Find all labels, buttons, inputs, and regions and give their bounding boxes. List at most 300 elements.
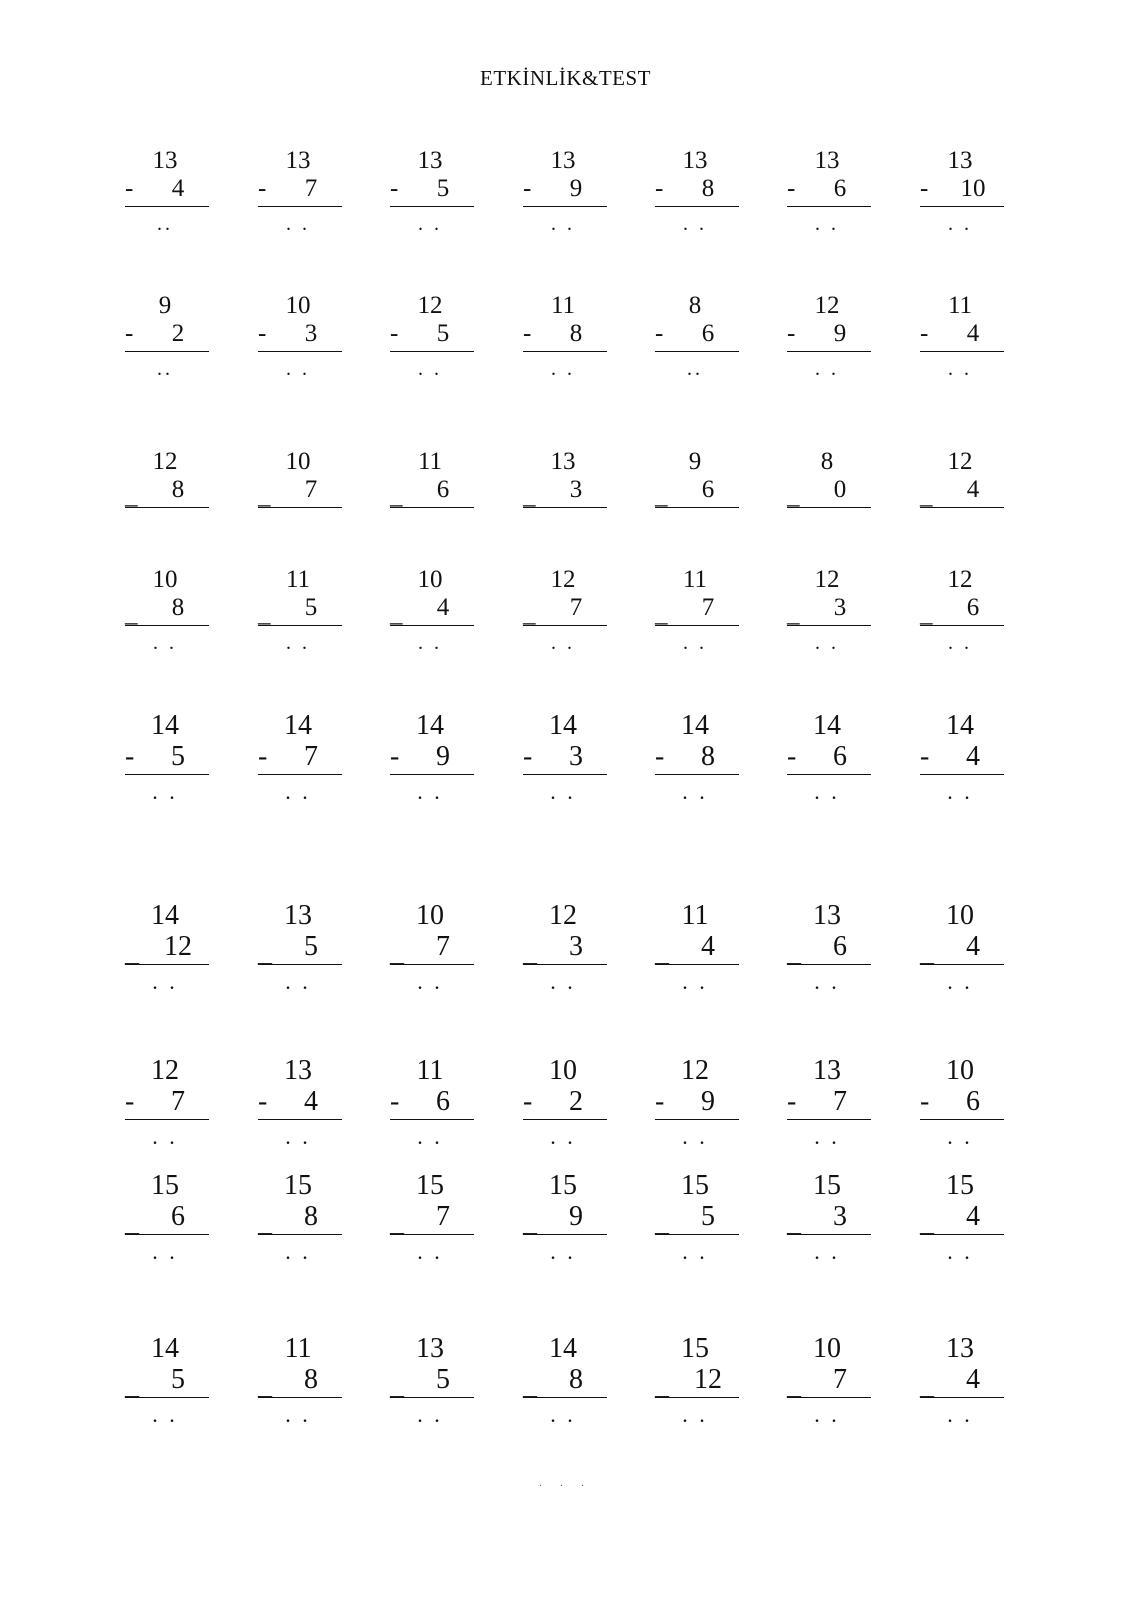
subtraction-problem <box>513 710 623 830</box>
minuend: 12 <box>947 448 973 475</box>
subtraction-problem <box>910 900 1020 1020</box>
minus-sign: _ <box>125 937 139 968</box>
minuend: 13 <box>284 1055 312 1086</box>
minuend: 13 <box>550 147 576 174</box>
subtraction-problem <box>115 446 225 566</box>
subtrahend: 7 <box>304 741 318 772</box>
operation-line <box>125 1363 209 1401</box>
minus-sign: - <box>523 1086 533 1117</box>
subtrahend: 4 <box>436 594 450 621</box>
answer-blank[interactable]: . . <box>417 1124 443 1149</box>
answer-blank[interactable]: . . <box>947 1124 973 1149</box>
subtraction-problem <box>115 1055 225 1175</box>
minus-sign: - <box>920 175 929 202</box>
subtrahend: 4 <box>966 1364 980 1395</box>
minus-sign: - <box>920 741 930 772</box>
operation-line <box>258 1363 342 1401</box>
subtraction-problem <box>115 1333 225 1453</box>
operation-line <box>787 1200 871 1238</box>
operation-line <box>920 473 1004 508</box>
operation-line <box>655 172 739 207</box>
minus-sign: - <box>523 741 533 772</box>
subtrahend: 8 <box>569 1364 583 1395</box>
answer-blank[interactable]: . . <box>947 1239 973 1264</box>
minus-sign: - <box>390 320 399 347</box>
answer-blank[interactable]: . . <box>682 969 708 994</box>
minuend: 15 <box>416 1170 444 1201</box>
operation-line <box>655 473 739 508</box>
answer-blank[interactable]: . . <box>814 1402 840 1427</box>
subtraction-problem <box>777 1170 887 1290</box>
answer-blank[interactable]: . . <box>286 632 310 654</box>
minus-sign: _ <box>787 482 800 509</box>
minuend: 13 <box>284 900 312 931</box>
subtraction-problem <box>910 564 1020 684</box>
operation-line <box>523 1200 607 1238</box>
subtrahend: 4 <box>966 1201 980 1232</box>
minus-sign: _ <box>523 1207 537 1238</box>
subtraction-problem <box>513 145 623 265</box>
subtraction-problem <box>513 1333 623 1453</box>
minuend: 10 <box>946 1055 974 1086</box>
operation-line <box>125 1085 209 1120</box>
operation-line <box>920 740 1004 775</box>
minus-sign: - <box>125 1086 135 1117</box>
subtrahend: 6 <box>833 741 847 772</box>
operation-line <box>390 591 474 626</box>
operation-line <box>920 317 1004 352</box>
subtraction-problem <box>513 446 623 566</box>
minus-sign: - <box>258 320 267 347</box>
minuend: 13 <box>813 900 841 931</box>
subtraction-problem <box>910 145 1020 265</box>
minuend: 10 <box>549 1055 577 1086</box>
subtrahend: 2 <box>569 1086 583 1117</box>
answer-blank[interactable]: . . <box>152 969 178 994</box>
minuend: 13 <box>417 147 443 174</box>
minuend: 9 <box>688 448 702 475</box>
subtrahend: 7 <box>171 1086 185 1117</box>
subtraction-problem <box>645 564 755 684</box>
subtrahend: 7 <box>833 1364 847 1395</box>
subtrahend: 7 <box>833 1086 847 1117</box>
minus-sign: _ <box>523 482 536 509</box>
minuend: 14 <box>681 710 709 741</box>
answer-blank[interactable]: . . <box>551 632 575 654</box>
subtraction-problem <box>380 1170 490 1290</box>
subtraction-problem <box>115 1170 225 1290</box>
minuend: 12 <box>549 900 577 931</box>
operation-line <box>920 930 1004 968</box>
minus-sign: _ <box>787 1370 801 1401</box>
problem-row <box>0 710 1131 830</box>
minuend: 14 <box>549 1333 577 1364</box>
operation-line <box>787 1085 871 1120</box>
subtraction-problem <box>513 1055 623 1175</box>
minus-sign: - <box>258 175 267 202</box>
minus-sign: _ <box>258 600 271 627</box>
subtrahend: 7 <box>701 594 715 621</box>
minus-sign: _ <box>655 482 668 509</box>
minus-sign: - <box>523 320 532 347</box>
minus-sign: _ <box>920 1207 934 1238</box>
minuend: 10 <box>416 900 444 931</box>
minuend: 12 <box>947 566 973 593</box>
minus-sign: _ <box>655 1370 669 1401</box>
subtrahend: 7 <box>304 476 318 503</box>
subtraction-problem <box>248 710 358 830</box>
problem-row <box>0 1333 1131 1453</box>
subtrahend: 9 <box>569 175 583 202</box>
subtraction-problem <box>777 900 887 1020</box>
answer-blank[interactable]: . . <box>947 779 973 804</box>
operation-line <box>655 740 739 775</box>
minuend: 13 <box>947 147 973 174</box>
subtrahend: 3 <box>569 741 583 772</box>
minuend: 14 <box>151 710 179 741</box>
subtraction-problem <box>777 145 887 265</box>
answer-blank[interactable]: . . <box>285 1124 311 1149</box>
answer-blank[interactable]: . . <box>814 969 840 994</box>
subtrahend: 8 <box>171 476 185 503</box>
problem-row <box>0 1170 1131 1290</box>
minuend: 14 <box>813 710 841 741</box>
minuend: 14 <box>946 710 974 741</box>
answer-blank[interactable]: . . <box>152 779 178 804</box>
minuend: 14 <box>284 710 312 741</box>
subtraction-problem <box>645 290 755 410</box>
answer-blank[interactable]: . . <box>285 1239 311 1264</box>
answer-blank[interactable]: . . <box>683 632 707 654</box>
minus-sign: _ <box>258 937 272 968</box>
operation-line <box>655 1200 739 1238</box>
operation-line <box>523 1085 607 1120</box>
answer-blank[interactable]: . . <box>815 358 839 380</box>
minus-sign: _ <box>125 1370 139 1401</box>
answer-blank[interactable]: . . <box>947 969 973 994</box>
subtrahend: 9 <box>569 1201 583 1232</box>
subtraction-problem <box>777 1055 887 1175</box>
minuend: 11 <box>550 292 576 319</box>
subtraction-problem <box>777 290 887 410</box>
answer-blank[interactable]: . . <box>550 779 576 804</box>
minuend: 12 <box>814 292 840 319</box>
answer-blank[interactable]: . . <box>152 1124 178 1149</box>
operation-line <box>920 1363 1004 1401</box>
answer-blank[interactable]: . . <box>286 213 310 235</box>
answer-blank[interactable]: . . <box>551 358 575 380</box>
minus-sign: - <box>920 1086 930 1117</box>
minus-sign: _ <box>125 482 138 509</box>
minus-sign: - <box>787 175 796 202</box>
minus-sign: _ <box>258 482 271 509</box>
answer-blank[interactable]: . . <box>682 1239 708 1264</box>
answer-blank[interactable]: . . <box>683 213 707 235</box>
subtrahend: 4 <box>171 175 185 202</box>
subtraction-problem <box>645 1170 755 1290</box>
answer-blank[interactable]: . . <box>682 1402 708 1427</box>
minuend: 8 <box>820 448 834 475</box>
subtrahend: 5 <box>436 1364 450 1395</box>
minus-sign: - <box>655 320 664 347</box>
subtraction-problem <box>248 290 358 410</box>
minuend: 14 <box>416 710 444 741</box>
minuend: 13 <box>285 147 311 174</box>
subtrahend: 5 <box>171 741 185 772</box>
minuend: 11 <box>682 566 708 593</box>
operation-line <box>125 1200 209 1238</box>
answer-blank[interactable]: . . <box>550 1239 576 1264</box>
subtraction-problem <box>910 446 1020 566</box>
operation-line <box>523 591 607 626</box>
minuend: 14 <box>151 1333 179 1364</box>
subtrahend: 7 <box>304 175 318 202</box>
operation-line <box>390 1085 474 1120</box>
subtraction-problem <box>115 900 225 1020</box>
subtrahend: 8 <box>304 1364 318 1395</box>
operation-line <box>523 317 607 352</box>
minuend: 12 <box>151 1055 179 1086</box>
answer-blank[interactable]: . . <box>152 1402 178 1427</box>
answer-blank[interactable]: . . <box>418 632 442 654</box>
subtraction-problem <box>910 1333 1020 1453</box>
minus-sign: - <box>390 1086 400 1117</box>
operation-line <box>125 317 209 352</box>
minus-sign: - <box>655 1086 665 1117</box>
minus-sign: - <box>787 1086 797 1117</box>
subtrahend: 4 <box>966 476 980 503</box>
operation-line <box>390 740 474 775</box>
answer-blank[interactable]: . . <box>418 213 442 235</box>
answer-blank[interactable]: .. <box>157 358 173 380</box>
minuend: 11 <box>681 900 709 931</box>
operation-line <box>787 740 871 775</box>
minus-sign: _ <box>523 937 537 968</box>
subtraction-problem <box>380 290 490 410</box>
minuend: 12 <box>550 566 576 593</box>
subtrahend: 6 <box>966 1086 980 1117</box>
minus-sign: _ <box>523 1370 537 1401</box>
operation-line <box>390 172 474 207</box>
subtrahend: 7 <box>436 931 450 962</box>
subtraction-problem <box>248 564 358 684</box>
minuend: 11 <box>416 1055 444 1086</box>
operation-line <box>787 591 871 626</box>
minuend: 15 <box>946 1170 974 1201</box>
minuend: 12 <box>681 1055 709 1086</box>
subtraction-problem <box>248 1055 358 1175</box>
answer-blank[interactable]: . . <box>948 358 972 380</box>
answer-blank[interactable]: . . <box>550 969 576 994</box>
operation-line <box>920 591 1004 626</box>
minus-sign: - <box>258 1086 268 1117</box>
subtrahend: 12 <box>164 931 192 962</box>
minus-sign: _ <box>787 937 801 968</box>
minuend: 14 <box>549 710 577 741</box>
answer-blank[interactable]: . . <box>814 779 840 804</box>
minus-sign: _ <box>390 600 403 627</box>
problem-row <box>0 145 1131 265</box>
operation-line <box>125 473 209 508</box>
answer-blank[interactable]: .. <box>687 358 703 380</box>
subtraction-problem <box>513 900 623 1020</box>
subtraction-problem <box>777 564 887 684</box>
minuend: 11 <box>947 292 973 319</box>
subtrahend: 8 <box>304 1201 318 1232</box>
answer-blank[interactable]: . . <box>153 632 177 654</box>
answer-blank[interactable]: . . <box>285 969 311 994</box>
answer-blank[interactable]: . . <box>948 632 972 654</box>
answer-blank[interactable]: . . <box>418 358 442 380</box>
answer-blank[interactable]: . . <box>417 969 443 994</box>
answer-blank[interactable]: . . <box>417 779 443 804</box>
minuend: 10 <box>152 566 178 593</box>
minuend: 15 <box>284 1170 312 1201</box>
minuend: 15 <box>549 1170 577 1201</box>
problem-row <box>0 900 1131 1020</box>
operation-line <box>655 317 739 352</box>
answer-blank[interactable]: . . <box>815 632 839 654</box>
subtrahend: 8 <box>701 741 715 772</box>
operation-line <box>920 1200 1004 1238</box>
minuend: 10 <box>417 566 443 593</box>
problem-row <box>0 564 1131 684</box>
page-title: ETKİNLİK&TEST <box>480 66 651 90</box>
operation-line <box>787 172 871 207</box>
operation-line <box>523 172 607 207</box>
answer-blank[interactable]: . . <box>682 1124 708 1149</box>
answer-blank[interactable]: . . <box>551 213 575 235</box>
subtrahend: 5 <box>171 1364 185 1395</box>
minus-sign: _ <box>390 937 404 968</box>
operation-line <box>523 473 607 508</box>
subtraction-problem <box>380 710 490 830</box>
subtraction-problem <box>645 710 755 830</box>
operation-line <box>125 591 209 626</box>
subtraction-problem <box>777 446 887 566</box>
subtraction-problem <box>248 1333 358 1453</box>
operation-line <box>390 1200 474 1238</box>
subtrahend: 6 <box>436 476 450 503</box>
answer-blank[interactable]: . . <box>550 1124 576 1149</box>
subtraction-problem <box>380 446 490 566</box>
minuend: 8 <box>688 292 702 319</box>
minus-sign: _ <box>655 600 668 627</box>
minuend: 9 <box>158 292 172 319</box>
operation-line <box>787 1363 871 1401</box>
minus-sign: - <box>655 175 664 202</box>
minus-sign: _ <box>125 1207 139 1238</box>
subtrahend: 6 <box>701 320 715 347</box>
subtrahend: 4 <box>966 320 980 347</box>
minus-sign: - <box>920 320 929 347</box>
subtraction-problem <box>645 145 755 265</box>
operation-line <box>258 317 342 352</box>
operation-line <box>258 591 342 626</box>
subtrahend: 9 <box>701 1086 715 1117</box>
subtraction-problem <box>645 1333 755 1453</box>
operation-line <box>523 740 607 775</box>
answer-blank[interactable]: .. <box>157 213 173 235</box>
minuend: 13 <box>946 1333 974 1364</box>
operation-line <box>258 473 342 508</box>
operation-line <box>655 930 739 968</box>
subtraction-problem <box>513 564 623 684</box>
subtraction-problem <box>910 1170 1020 1290</box>
minus-sign: _ <box>655 937 669 968</box>
minuend: 13 <box>550 448 576 475</box>
subtrahend: 8 <box>569 320 583 347</box>
subtrahend: 6 <box>701 476 715 503</box>
minuend: 12 <box>417 292 443 319</box>
minus-sign: _ <box>523 600 536 627</box>
answer-blank[interactable]: . . <box>947 1402 973 1427</box>
subtrahend: 4 <box>701 931 715 962</box>
subtraction-problem <box>380 1333 490 1453</box>
subtrahend: 5 <box>436 175 450 202</box>
subtrahend: 0 <box>833 476 847 503</box>
operation-line <box>258 1085 342 1120</box>
operation-line <box>125 172 209 207</box>
subtrahend: 4 <box>966 741 980 772</box>
minuend: 12 <box>814 566 840 593</box>
footer-marks: . . . <box>539 1478 592 1489</box>
answer-blank[interactable]: . . <box>682 779 708 804</box>
subtraction-problem <box>248 1170 358 1290</box>
minus-sign: _ <box>920 482 933 509</box>
operation-line <box>787 473 871 508</box>
answer-blank[interactable]: . . <box>152 1239 178 1264</box>
answer-blank[interactable]: . . <box>815 213 839 235</box>
problem-row <box>0 290 1131 410</box>
subtraction-problem <box>380 1055 490 1175</box>
answer-blank[interactable]: . . <box>814 1124 840 1149</box>
operation-line <box>920 172 1004 207</box>
subtraction-problem <box>115 145 225 265</box>
answer-blank[interactable]: . . <box>550 1402 576 1427</box>
operation-line <box>390 317 474 352</box>
minus-sign: _ <box>390 1370 404 1401</box>
subtrahend: 2 <box>171 320 185 347</box>
subtraction-problem <box>115 710 225 830</box>
answer-blank[interactable]: . . <box>417 1402 443 1427</box>
subtraction-problem <box>248 145 358 265</box>
minus-sign: _ <box>390 482 403 509</box>
subtrahend: 3 <box>569 476 583 503</box>
operation-line <box>390 1363 474 1401</box>
minuend: 11 <box>284 1333 312 1364</box>
problem-row <box>0 1055 1131 1175</box>
answer-blank[interactable]: . . <box>286 358 310 380</box>
subtraction-problem <box>910 1055 1020 1175</box>
answer-blank[interactable]: . . <box>417 1239 443 1264</box>
subtrahend: 6 <box>436 1086 450 1117</box>
minus-sign: - <box>125 741 135 772</box>
operation-line <box>125 930 209 968</box>
subtrahend: 4 <box>304 1086 318 1117</box>
answer-blank[interactable]: . . <box>948 213 972 235</box>
minus-sign: - <box>125 320 134 347</box>
answer-blank[interactable]: . . <box>285 779 311 804</box>
answer-blank[interactable]: . . <box>814 1239 840 1264</box>
operation-line <box>258 1200 342 1238</box>
subtraction-problem <box>513 290 623 410</box>
answer-blank[interactable]: . . <box>285 1402 311 1427</box>
operation-line <box>390 473 474 508</box>
operation-line <box>125 740 209 775</box>
minus-sign: _ <box>258 1207 272 1238</box>
subtrahend: 5 <box>436 320 450 347</box>
